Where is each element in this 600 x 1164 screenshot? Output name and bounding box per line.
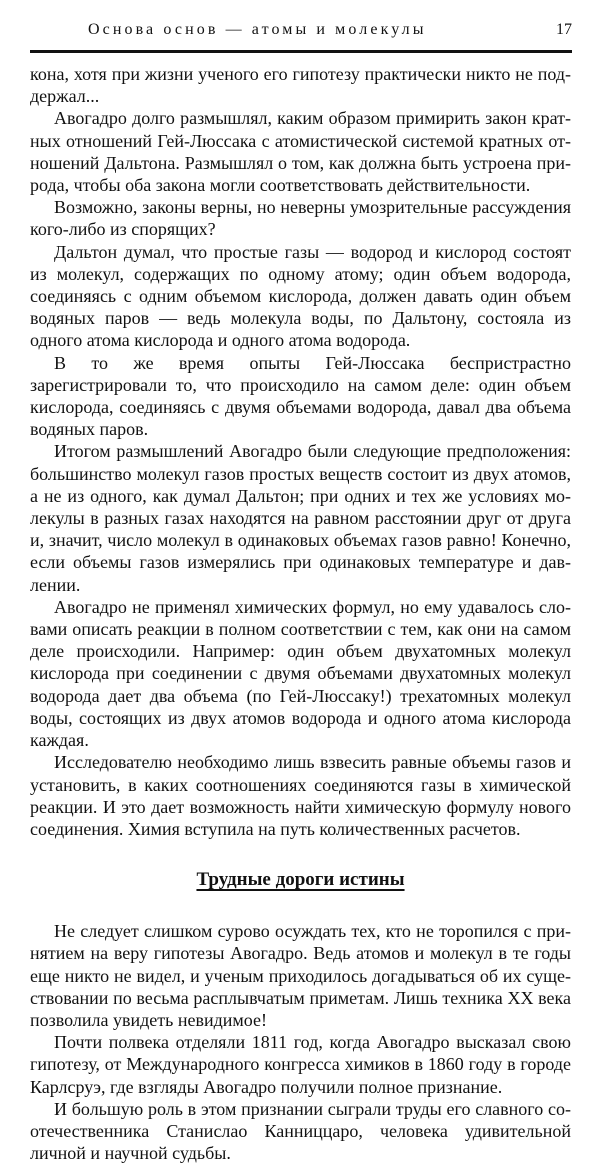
- paragraph: Не следует слишком сурово осуждать тех, кто не торопился с принятием на веру гипотезы Авогадро. Ведь атомов и молекул в те годы еще никто не видел, и ученым приходилось догадываться об их существовании по весьма расплывчатым приметам. Лишь техника XX века позволила увидеть невидимое!: [30, 921, 571, 1030]
- paragraph: Авогадро долго размышлял, каким образом примирить закон кратных отношений Гей-Люссака с атомистической системой кратных отношений Дальтона. Размышлял о том, как должна быть устроена природа, чтобы оба закона могли соответствовать действительности.: [30, 108, 571, 196]
- header-rule: [30, 50, 572, 53]
- section-heading-text: Трудные дороги истины: [196, 869, 405, 891]
- paragraph: Итогом размышлений Авогадро были следующие предположения: большинство молекул газов простых веществ состоит из двух атомов, а не из одного, как думал Дальтон; при одних и тех же условиях молекулы в разных газах находятся на равном расстоянии друг от друга и, значит, число молекул в одинаковых объемах газов равно! Конечно, если объемы газов измерялись при одинаковых температуре и давлении.: [30, 441, 571, 595]
- paragraph: И большую роль в этом признании сыграли труды его славного соотечественника Станислао Канниццаро, человека удивительной личной и научной судьбы.: [30, 1098, 571, 1164]
- running-head: [88, 21, 572, 45]
- page-number: 17: [556, 21, 572, 38]
- paragraph: Исследователю необходимо лишь взвесить равные объемы газов и установить, в каких соотношениях соединяются газы в химической реакции. И это дает возможность найти химическую формулу нового соединения. Химия вступила на путь количественных расчетов.: [30, 752, 571, 839]
- body-text: [30, 63, 571, 1164]
- paragraph: Возможно, законы верны, но неверны умозрительные рассуждения кого-либо из спорящих?: [30, 197, 571, 240]
- paragraph: Почти полвека отделяли 1811 год, когда Авогадро высказал свою гипотезу, от Международного конгресса химиков в 1860 году в городе Карлсруэ, где взгляды Авогадро получили полное признание.: [30, 1032, 571, 1097]
- running-title: Основа основ — атомы и молекулы: [88, 21, 427, 38]
- paragraph: В то же время опыты Гей-Люссака беспристрастно зарегистрировали то, что происходило на самом деле: один объем кислорода, соединяясь с двумя объемами водорода, давал два объема водяных паров.: [30, 352, 571, 440]
- paragraph: кона, хотя при жизни ученого его гипотезу практически никто не поддержал...: [30, 64, 571, 107]
- paragraph: Дальтон думал, что простые газы — водород и кислород состоят из молекул, содержащих по одному атому; один объем водорода, соединяясь с одним объемом кислорода, должен давать один объем водяных паров — ведь молекула воды, по Дальтону, состояла из одного атома кислорода и одного атома водорода.: [30, 241, 571, 351]
- section-heading: [30, 869, 571, 891]
- paragraph: Авогадро не применял химических формул, но ему удавалось словами описать реакции в полном соответствии с тем, как они на самом деле происходили. Например: один объем двухатомных молекул кислорода при соединении с двумя объемами двухатомных молекул водорода дает два объема (по Гей-Люссаку!) трехатомных молекул воды, состоящих из двух атомов водорода и одного атома кислорода каждая.: [30, 596, 571, 751]
